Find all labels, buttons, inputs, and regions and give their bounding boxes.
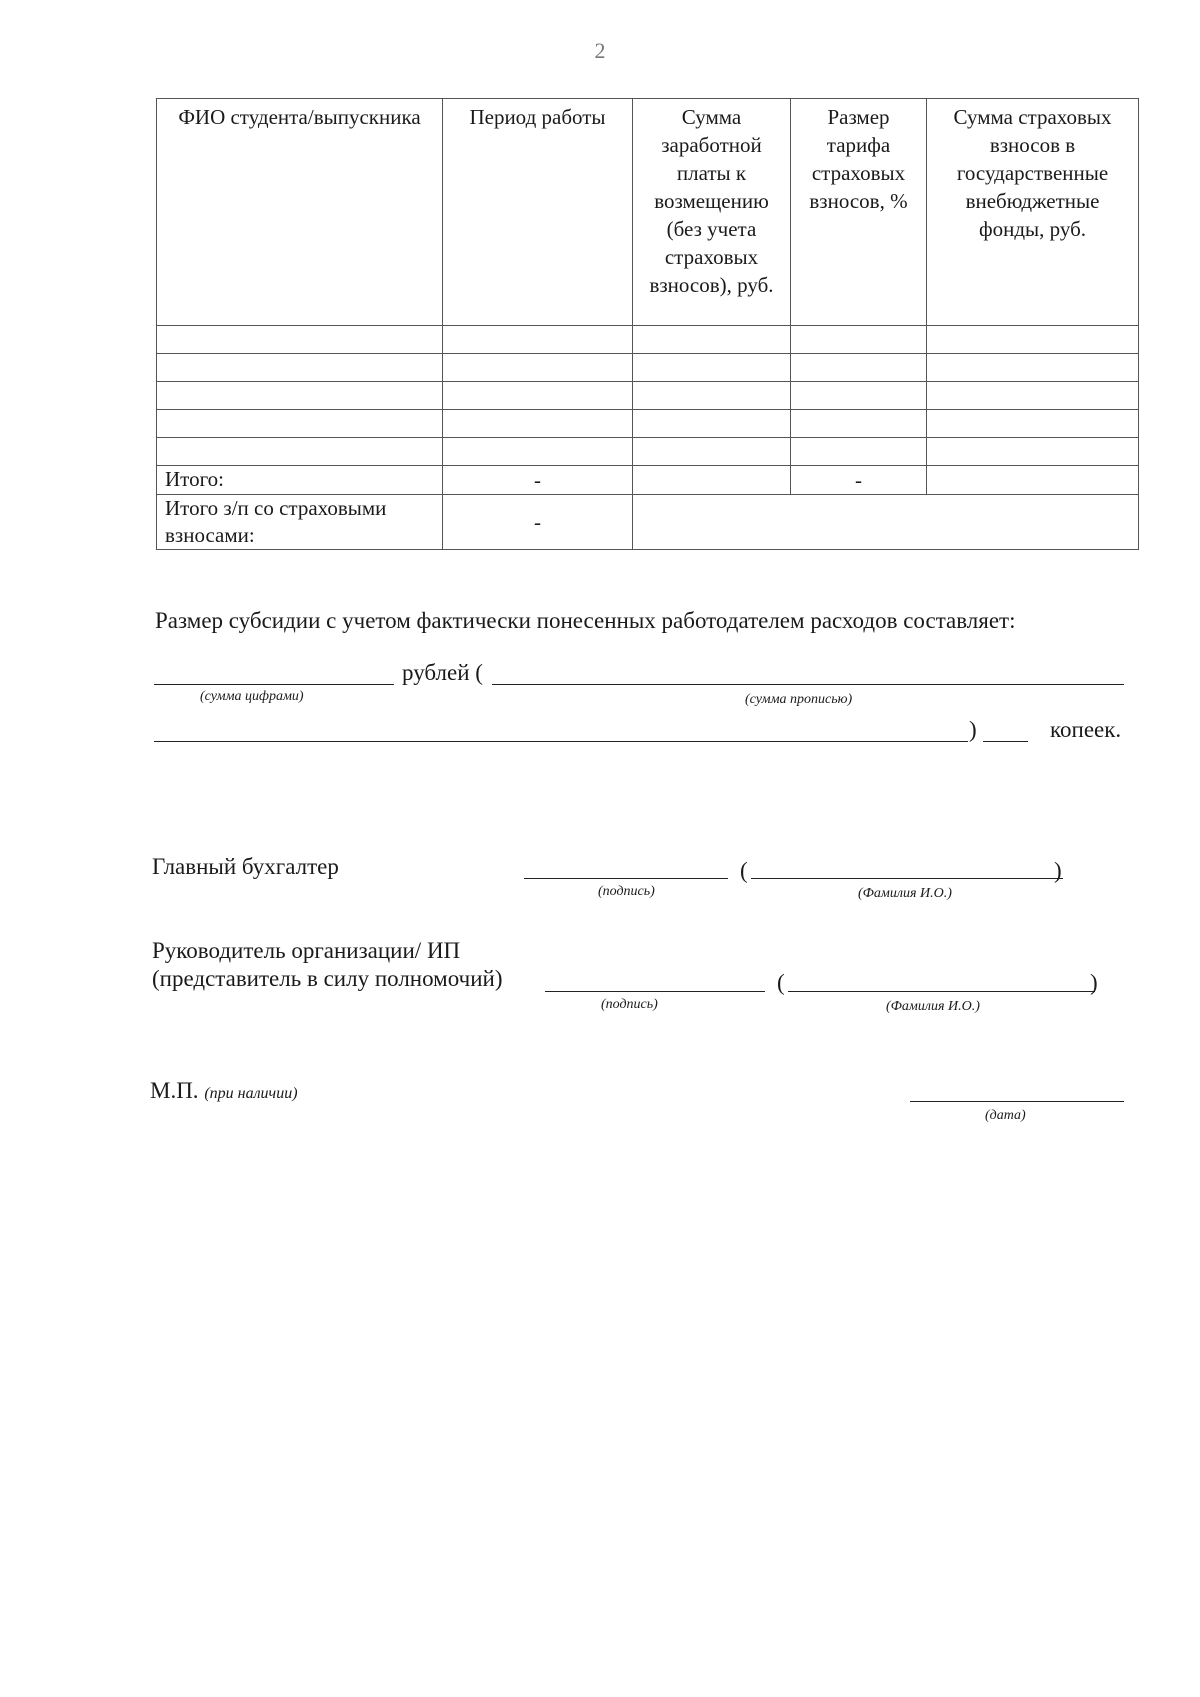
total-with-contributions-period-dash: - [443,495,633,550]
cell-period[interactable] [443,410,633,438]
date-caption: (дата) [985,1108,1026,1123]
head-open-paren: ( [777,970,785,995]
table-row [157,354,1139,382]
cell-fio[interactable] [157,354,443,382]
cell-tariff[interactable] [791,354,927,382]
stamp-abbrev: М.П. [150,1078,199,1103]
table-row [157,438,1139,466]
cell-salary[interactable] [633,382,791,410]
kopecks-field[interactable] [983,741,1028,742]
subsidy-sentence: Размер субсидии с учетом фактически понесенных работодателем расходов составляет: [155,608,1016,633]
total-tariff-dash: - [791,466,927,495]
cell-period[interactable] [443,382,633,410]
cell-contributions[interactable] [927,326,1139,354]
chief-accountant-label: Главный бухгалтер [152,854,339,879]
cell-tariff[interactable] [791,410,927,438]
total-with-contributions-row [157,495,1139,550]
cell-fio[interactable] [157,382,443,410]
header-tariff: Размер тарифа страховых взносов, % [791,99,927,326]
head-name-field[interactable] [788,991,1095,992]
total-label: Итого: [157,466,443,495]
chief-accountant-name-field[interactable] [751,878,1063,879]
total-with-contributions-cell[interactable] [633,495,1139,550]
page-number: 2 [594,38,606,63]
table-header-row [157,99,1139,326]
chief-accountant-signature-field[interactable] [524,878,728,879]
total-contributions-cell[interactable] [927,466,1139,495]
table-row [157,410,1139,438]
chief-accountant-name-caption: (Фамилия И.О.) [858,886,952,901]
head-close-paren: ) [1090,970,1098,995]
cell-salary[interactable] [633,326,791,354]
digits-caption: (сумма цифрами) [200,689,304,704]
chief-accountant-open-paren: ( [740,858,748,883]
cell-contributions[interactable] [927,410,1139,438]
cell-salary[interactable] [633,438,791,466]
words-close-paren: ) [969,717,977,742]
cell-contributions[interactable] [927,354,1139,382]
cell-tariff[interactable] [791,438,927,466]
head-signature-field[interactable] [545,991,765,992]
kopecks-label: копеек. [1050,717,1122,742]
head-signature-caption: (подпись) [601,997,658,1012]
cell-salary[interactable] [633,410,791,438]
chief-accountant-signature-caption: (подпись) [598,884,655,899]
cell-tariff[interactable] [791,382,927,410]
stamp-label [150,1078,298,1104]
cell-tariff[interactable] [791,326,927,354]
cell-fio[interactable] [157,438,443,466]
cell-contributions[interactable] [927,438,1139,466]
total-salary-cell[interactable] [633,466,791,495]
head-name-caption: (Фамилия И.О.) [886,999,980,1014]
cell-period[interactable] [443,326,633,354]
header-period: Период работы [443,99,633,326]
table-row [157,326,1139,354]
subsidy-digits-field[interactable] [154,684,394,685]
subsidy-words-field[interactable] [492,684,1124,685]
header-fio: ФИО студента/выпускника [157,99,443,326]
head-label-line1: Руководитель организации/ ИП [152,938,461,963]
cell-fio[interactable] [157,410,443,438]
cell-salary[interactable] [633,354,791,382]
head-label-line2: (представитель в силу полномочий) [152,966,503,991]
cell-fio[interactable] [157,326,443,354]
total-with-contributions-label: Итого з/п со страховыми взносами: [157,495,443,550]
date-field[interactable] [910,1101,1124,1102]
chief-accountant-close-paren: ) [1054,858,1062,883]
subsidy-words-continuation-field[interactable] [154,741,968,742]
header-contributions-sum: Сумма страховых взносов в государственные внебюджетные фонды, руб. [927,99,1139,326]
cell-period[interactable] [443,438,633,466]
total-row [157,466,1139,495]
stamp-note: (при наличии) [204,1085,298,1102]
rubles-label: рублей ( [402,660,483,685]
salary-reimbursement-table [156,98,1139,550]
words-caption: (сумма прописью) [745,692,853,707]
total-period-dash: - [443,466,633,495]
table-row [157,382,1139,410]
cell-period[interactable] [443,354,633,382]
cell-contributions[interactable] [927,382,1139,410]
header-salary-sum: Сумма заработной платы к возмещению (без учета страховых взносов), руб. [633,99,791,326]
